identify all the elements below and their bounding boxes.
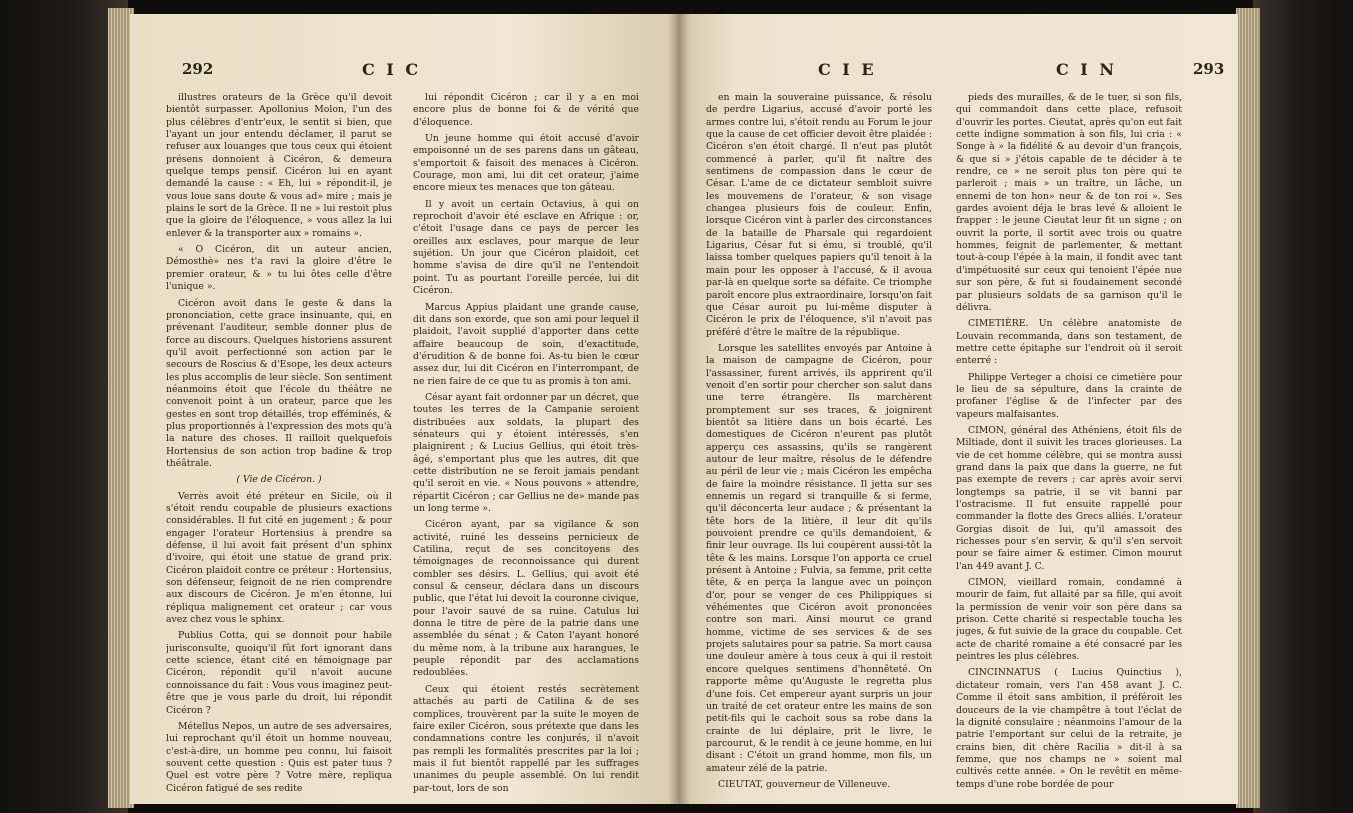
paragraph: en main la souveraine puissance, & résolu de perdre Ligarius, accusé d'avoir porté les armes contre lui, s'étoit rendu au Forum le jour que la cause de cet officier devoit être plaidée : Cicéron s'en étoit chargé. Il n'eut pas plutôt commencé à parler, qu'il fit naître des sentimens de compassion dans le cœur de César. L'ame de ce dictateur sembloit suivre les mouvemens de l'orateur, & son visage changea plusieurs fois de couleur. Enfin, lorsque Cicéron vint à parler des circonstances de la bataille de Pharsale qui regardoient Ligarius, César fut si ému, si troublé, qu'il laissa tomber quelques papiers qu'il tenoit à la main pour les opposer à l'accusé, & il avoua par-là en quelque sorte sa défaite. Ce triomphe paroît encore plus extraordinaire, lorsqu'on fait que César auroit pu lui-même disputer à Cicéron le prix de l'éloquence, s'il n'avoit pas préféré d'être le maître de la république. xyxy=(706,92,932,338)
paragraph: Philippe Verteger a choisi ce cimetière pour le lieu de sa sépulture, dans la crainte de profaner l'église & de l'infecter par des vapeurs malfaisantes. xyxy=(956,371,1182,420)
paragraph: César ayant fait ordonner par un décret, que toutes les terres de la Campanie seroient distribuées aux soldats, la plupart des sénateurs qui y étoient intéressés, s'en plaignirent ; & Lucius Gellius, qui étoit très-âgé, s'emportant plus que les autres, dit que cette distribution ne se feroit jamais pendant qu'il seroit en vie. « Nous pouvons » attendre, répartit Cicéron ; car Gellius ne de» mande pas un long terme ». xyxy=(413,391,639,514)
paragraph: lui répondit Cicéron ; car il y a en moi encore plus de bonne foi & de vérité que d'éloquence. xyxy=(413,92,639,128)
paragraph: Publius Cotta, qui se donnoit pour habile jurisconsulte, quoiqu'il fût fort ignorant dans cette science, étant cité en témoignage par Cicéron, répondit qu'il n'avoit aucune connoissance du fait : Vous vous imaginez peut-être que je vous parle du droit, lui répondit Cicéron ? xyxy=(166,630,392,716)
paragraph: « O Cicéron, dit un auteur ancien, Démosthè» nes t'a ravi la gloire d'être le premier orateur, & » tu lui ôtes celle d'être l'unique ». xyxy=(166,244,392,293)
running-header-right: C I N xyxy=(1056,60,1117,79)
page-edges-right xyxy=(1236,8,1260,808)
paragraph: Cicéron avoit dans le geste & dans la prononciation, cette grace insinuante, qui, en prévenant l'auditeur, semble donner plus de force au discours. Quelques historiens assurent qu'il avoit perfectionné son action par le secours de Roscius & d'Esope, les deux acteurs les plus accomplis de leur siècle. Son sentiment néanmoins étoit que l'école du théâtre ne convenoit point à un orateur, parce que les gestes en sont trop détaillés, trop efféminés, & plus proportionnés à l'expression des mots qu'à la nature des choses. Il railloit quelquefois Hortensius de son action trop badine & trop théâtrale. xyxy=(166,297,392,469)
paragraph: ( Vie de Cicéron. ) xyxy=(236,474,322,486)
paragraph: Métellus Nepos, un autre de ses adversaires, lui reprochant qu'il étoit un homme nouveau, c'est-à-dire, un homme peu connu, lui faisoit souvent cette question : Quis est pater tuus ? Quel est votre père ? Votre mère, repliqua Cicéron fatigué de ses redite xyxy=(166,720,392,794)
paragraph: CINCINNATUS ( Lucius Quinctius ), dictateur romain, vers l'an 458 avant J. C. Comme il étoit sans ambition, il préféroit les douceurs de la vie champêtre à tout l'éclat de la dignité consulaire ; néanmoins l'amour de la patrie l'emportant sur celui de la retraite, je crains bien, dit chère Racilia » dit-il à sa femme, que nos champs ne » soient mal cultivés cette année. » On le revêtit en même-temps d'une robe bordée de pour xyxy=(956,667,1182,790)
paragraph: CIEUTAT, gouverneur de Villeneuve. xyxy=(718,778,891,790)
paragraph: Ceux qui étoient restés secrètement attachés au parti de Catilina & de ses complices, trouvèrent par la suite le moyen de faire exiler Cicéron, sous prétexte que dans les condamnations contre les conjurés, il n'avoit pas rempli les formalités prescrites par la loi ; mais il fut bientôt rappellé par les suffrages unanimes du peuple assemblé. On lui rendit par-tout, lors de son xyxy=(413,683,639,794)
paragraph: illustres orateurs de la Grèce qu'il devoit bientôt surpasser. Apollonius Molon, l'un des plus célèbres d'entr'eux, le sentit si bien, que l'ayant un jour entendu déclamer, il parut se refuser aux louanges que tous ceux qui étoient présens donnoient à Cicéron, & demeura quelque temps pensif. Cicéron lui en ayant demandé la cause : « Eh, lui » répondit-il, je vous loue sans doute & vous ad» mire ; mais je plains le sort de la Grèce. Il ne » lui restoit plus que la gloire de l'éloquence, » vous allez la lui enlever & la transporter aux » romains ». xyxy=(166,92,392,239)
book-gutter xyxy=(668,14,690,804)
paragraph: Verrès avoit été préteur en Sicile, où il s'étoit rendu coupable de plusieurs exactions considérables. Il fut cité en jugement ; & pour engager l'orateur Hortensius à prendre sa défense, il lui avoit fait présent d'un sphinx d'ivoire, qui étoit une statue de grand prix. Cicéron plaidoit contre ce préteur : Hortensius, son défenseur, feignoit de ne rien comprendre aux discours de Cicéron. Je m'en étonne, lui répliqua malignement cet orateur ; car vous avez chez vous le sphinx. xyxy=(166,490,392,626)
paragraph: Marcus Appius plaidant une grande cause, dit dans son exorde, que son ami pour lequel il plaidoit, l'avoit supplié d'apporter dans cette affaire beaucoup de soin, d'exactitude, d'érudition & de bonne foi. As-tu bien le cœur assez dur, lui dit Cicéron en l'interrompant, de ne rien faire de ce que tu as promis à ton ami. xyxy=(413,301,639,387)
paragraph: CIMON, général des Athéniens, étoit fils de Miltiade, dont il suivit les traces glorieuses. La vie de cet homme célèbre, qui se montra aussi grand dans la paix que dans la guerre, ne fut pas exempte de revers ; car après avoir servi longtemps sa patrie, il se vit banni par l'ostracisme. Il fut ensuite rappellé pour commander la flotte des Grecs alliés. L'orateur Gorgias disoit de lui, qu'il amassoit des richesses pour s'en servir, & qu'il s'en servoit pour se faire aimer & estimer. Cimon mourut l'an 449 avant J. C. xyxy=(956,424,1182,572)
text-column-1 xyxy=(706,92,932,800)
right-page xyxy=(678,14,1238,804)
book-cover-right xyxy=(1253,0,1353,813)
page-number: 293 xyxy=(1193,60,1225,78)
text-column-2 xyxy=(956,92,1182,800)
paragraph: Cicéron ayant, par sa vigilance & son activité, ruiné les desseins pernicieux de Catilina, reçut de ses concitoyens des témoignages de reconnoissance qui durent combler ses désirs. L. Gellius, qui avoit été consul & censeur, déclara dans un discours public, que l'état lui devoit la couronne civique, pour l'avoir sauvé de sa ruine. Catulus lui donna le titre de père de la patrie dans une assemblée du sénat ; & Caton l'ayant honoré du même nom, à la tribune aux harangues, le peuple répondit par des acclamations redoublées. xyxy=(413,519,639,679)
paragraph: CIMON, vieillard romain, condamné à mourir de faim, fut allaité par sa fille, qui avoit la permission de venir voir son père dans sa prison. Cette charité si respectable toucha les juges, & fut suivie de la grace du coupable. Cet acte de charité romaine a été consacré par les peintres les plus célèbres. xyxy=(956,577,1182,663)
running-header: C I C xyxy=(362,60,422,79)
text-column-2 xyxy=(413,92,639,800)
paragraph: CIMETIÈRE. Un célèbre anatomiste de Louvain recommanda, dans son testament, de mettre cette épitaphe sur l'endroit où il seroit enterré : xyxy=(956,318,1182,367)
running-header-left: C I E xyxy=(818,60,877,79)
paragraph: Un jeune homme qui étoit accusé d'avoir empoisonné un de ses parens dans un gâteau, s'emportoit & faisoit des menaces à Cicéron. Courage, mon ami, lui dit cet orateur, j'aime encore mieux tes menaces que ton gâteau. xyxy=(413,133,639,194)
paragraph: Il y avoit un certain Octavius, à qui on reprochoit d'avoir été esclave en Afrique : or, c'étoit l'usage dans ce pays de percer les oreilles aux esclaves, pour marque de leur sujétion. Un jour que Cicéron plaidoit, cet homme s'avisa de dire qu'il ne l'entendoit point. Tu as pourtant l'oreille percée, lui dit Cicéron. xyxy=(413,198,639,297)
paragraph: pieds des murailles, & de le tuer, si son fils, qui commandoit dans cette place, refusoit d'ouvrir les portes. Cieutat, après qu'on eut fait cette indigne sommation à son fils, lui cria : « Songe à » la fidélité & au devoir d'un françois, & que si » j'étois capable de te décider à te rendre, ce » ne seroit plus ton père qui te parleroit ; mais » un traître, un lâche, un ennemi de ton hon» neur & de ton roi ». Ses gardes avoient déja le bras levé & alloient le frapper : le jeune Cieutat leur fit un signe ; on ouvrit la porte, il sortit avec trois ou quatre hommes, feignit de parlementer, & mettant tout-à-coup l'épée à la main, il fondit avec tant d'impétuosité sur ceux qui tenoient l'épée nue sur son père, & fut si foudainement secondé par plusieurs soldats de sa garnison qu'il le délivra. xyxy=(956,92,1182,313)
left-page xyxy=(130,14,678,804)
paragraph: Lorsque les satellites envoyés par Antoine à la maison de campagne de Cicéron, pour l'assassiner, furent arrivés, ils apprirent qu'il venoit d'en sortir pour chercher son salut dans une terre étrangère. Ils marchèrent promptement sur ses traces, & joignirent bientôt sa litière dans un bois écarté. Les domestiques de Cicéron n'eurent pas plutôt apperçu ces assassins, qu'ils se rangèrent autour de leur maître, résolus de le défendre au péril de leur vie ; mais Cicéron les empêcha de faire la moindre résistance. Il jetta sur ses ennemis un regard si tranquille & si ferme, qu'il déconcerta leur audace ; & présentant la tête hors de la litière, il leur dit qu'ils pouvoient prendre ce qu'ils demandoient, & finir leur ouvrage. Ils lui coupèrent aussi-tôt la tête & les mains. Lorsque l'on apporta ce cruel présent à Antoine ; Fulvia, sa femme, prit cette tête, & en perça la langue avec un poinçon d'or, pour se venger de ces Philippiques si véhémentes que Cicéron avoit prononcées contre son mari. Ainsi mourut ce grand homme, victime de ses services & de ses projets salutaires pour sa patrie. Sa mort causa une douleur amère à tous ceux à qui il restoit encore quelques sentimens d'honnêteté. On rapporte même qu'Auguste le regretta plus d'une fois. Cet empereur ayant surpris un jour un traité de cet orateur entre les mains de son petit-fils qui le cachoit sous sa robe dans la crainte de lui déplaire, prit le livre, le parcourut, & le rendit à ce jeune homme, en lui disant : C'étoit un grand homme, mon fils, un amateur zélé de la patrie. xyxy=(706,342,932,774)
page-number: 292 xyxy=(182,60,214,78)
text-column-1 xyxy=(166,92,392,800)
